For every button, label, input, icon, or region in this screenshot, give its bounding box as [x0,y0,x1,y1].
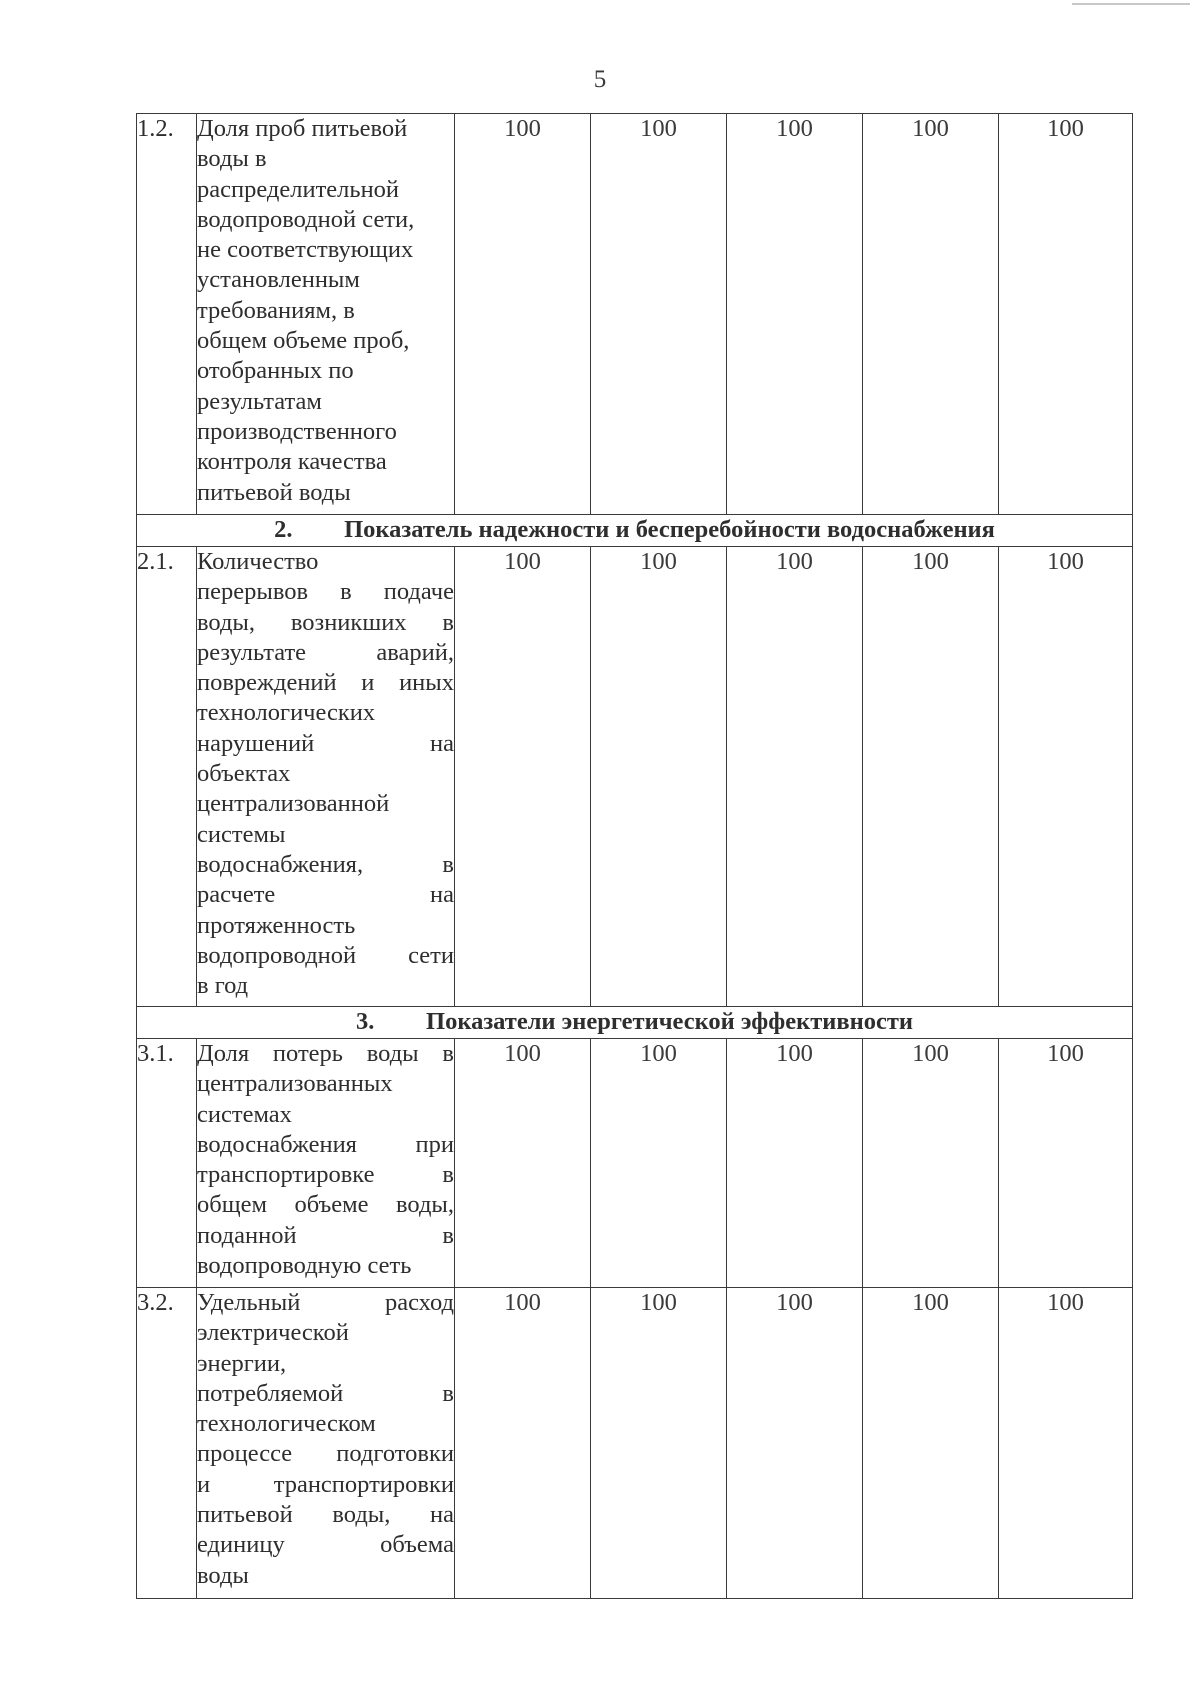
value-cell: 100 [863,547,999,1007]
section-header [137,515,1133,547]
value-cell: 100 [863,114,999,515]
value-cell: 100 [727,114,863,515]
value-cell: 100 [455,1039,591,1288]
value-cell: 100 [727,1288,863,1599]
row-number: 1.2. [137,114,197,515]
indicator-description: Доля проб питьевой воды в распределительной водопроводной сети, не соответствующих установленным требованиям, в общем объеме проб, отобранных по результатам производственного контроля качества питьевой воды [197,114,455,515]
row-number: 2.1. [137,547,197,1007]
value-cell: 100 [727,1039,863,1288]
value-cell: 100 [455,1288,591,1599]
table-row [137,547,1133,1007]
value-cell: 100 [999,547,1133,1007]
section-number: 3. [356,1008,375,1035]
value-cell: 100 [591,114,727,515]
value-cell: 100 [591,547,727,1007]
section-number: 2. [274,516,293,543]
value-cell: 100 [727,547,863,1007]
section-header [137,1007,1133,1039]
value-cell: 100 [863,1288,999,1599]
section-title: Показатели энергетической эффективности [426,1008,913,1035]
corner-scan-mark [1072,3,1190,5]
table-row [137,1039,1133,1288]
row-number: 3.1. [137,1039,197,1288]
value-cell: 100 [999,114,1133,515]
value-cell: 100 [591,1039,727,1288]
row-number: 3.2. [137,1288,197,1599]
section-title: Показатель надежности и бесперебойности водоснабжения [344,516,995,543]
value-cell: 100 [999,1039,1133,1288]
table-row [137,114,1133,515]
indicator-description: Количество перерывов в подаче воды, возникших в результате аварий, повреждений и иных технологических нарушений на объектах централизованной системы водоснабжения, в расчете на протяженность водопроводной сети в год [197,547,455,1007]
indicator-description: Удельный расход электрической энергии, потребляемой в технологическом процессе подготовки и транспортировки питьевой воды, на единицу объема воды [197,1288,455,1599]
value-cell: 100 [455,547,591,1007]
value-cell: 100 [999,1288,1133,1599]
value-cell: 100 [455,114,591,515]
section-header-row [137,1007,1133,1039]
indicators-table [136,113,1133,1599]
indicator-description: Доля потерь воды в централизованных системах водоснабжения при транспортировке в общем объеме воды, поданной в водопроводную сеть [197,1039,455,1288]
section-header-row [137,515,1133,547]
value-cell: 100 [863,1039,999,1288]
page-number: 5 [593,66,607,93]
table-row [137,1288,1133,1599]
value-cell: 100 [591,1288,727,1599]
